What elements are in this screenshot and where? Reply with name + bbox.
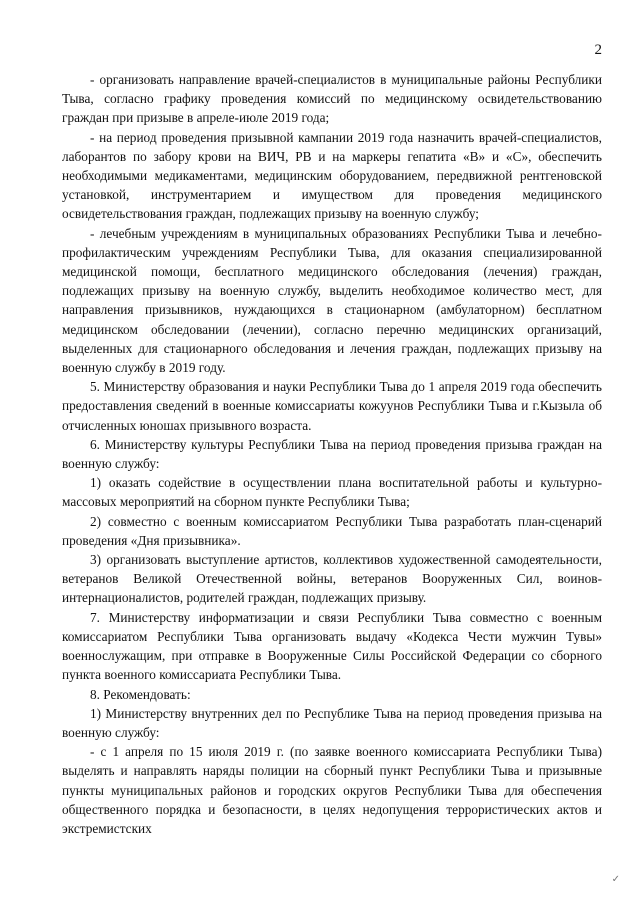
paragraph: 7. Министерству информатизации и связи Республики Тыва совместно с военным комиссариатом Республики Тыва организовать выдачу «Кодекса Чести мужчин Тувы» военнослужащим, при отправке в Вооруженные Силы Российской Федерации со сборного пункта военного комиссариата Республики Тыва. [62, 609, 602, 683]
paragraph: 2) совместно с военным комиссариатом Республики Тыва разработать план-сценарий проведения «Дня призывника». [62, 513, 602, 548]
paragraph: 5. Министерству образования и науки Республики Тыва до 1 апреля 2019 года обеспечить предоставления сведений в военные комиссариаты кожуунов Республики Тыва и г.Кызыла об отчисленных юношах призывного возраста. [62, 379, 602, 433]
paragraph: - организовать направление врачей-специалистов в муниципальные районы Республики Тыва, согласно графику проведения комиссий по медицинскому освидетельствованию граждан при призыве в апреле-июле 2019 года; [62, 72, 602, 126]
paragraph: 6. Министерству культуры Республики Тыва на период проведения призыва граждан на военную службу: [62, 436, 602, 472]
paragraph: 3) организовать выступление артистов, коллективов художественной самодеятельности, ветеранов Великой Отечественной войны, ветеранов Вооруженных Сил, воинов-интернационалистов, родителей граждан, подлежащих призыву. [62, 552, 602, 606]
paragraph: - с 1 апреля по 15 июля 2019 г. (по заявке военного комиссариата Республики Тыва) выделять и направлять наряды полиции на сборный пункт Республики Тыва и призывные пункты муниципальных районов и городских округов Республики Тыва для обеспечения общественного порядка и безопасности, в целях недопущения террористических актов и экстремистских [62, 744, 602, 836]
paragraph: 1) Министерству внутренних дел по Республике Тыва на период проведения призыва на военную службу: [62, 705, 602, 740]
paragraph: - лечебным учреждениям в муниципальных образованиях Республики Тыва и лечебно-профилактическим учреждениям Республики Тыва, для оказания специализированной медицинской помощи, бесплатного медицинского обследования (лечения) граждан, подлежащих призыву на военную службу, выделить необходимое количество мест, для направления призывников, нуждающихся в стационарном (амбулаторном) бесплатном медицинском обследовании (лечении), согласно перечню медицинских организаций, выделенных для стационарного обследования и лечения граждан, подлежащих призыву на военную службу в 2019 году. [62, 225, 602, 376]
scan-mark: ✓ [611, 874, 620, 885]
paragraph: - на период проведения призывной кампании 2019 года назначить врачей-специалистов, лаборантов по забору крови на ВИЧ, РВ и на маркеры гепатита «В» и «С», обеспечить необходимыми медикаментами, медицинским оборудованием, передвижной рентгеновской установкой, инструментарием и имуществом для проведения медицинского освидетельствования граждан, подлежащих призыву на военную службу; [62, 129, 602, 222]
page-number: 2 [594, 42, 602, 58]
paragraph: 8. Рекомендовать: [90, 686, 191, 702]
document-body [62, 70, 602, 838]
paragraph: 1) оказать содействие в осуществлении плана воспитательной работы и культурно-массовых мероприятий на сборном пункте Республики Тыва; [62, 475, 602, 510]
